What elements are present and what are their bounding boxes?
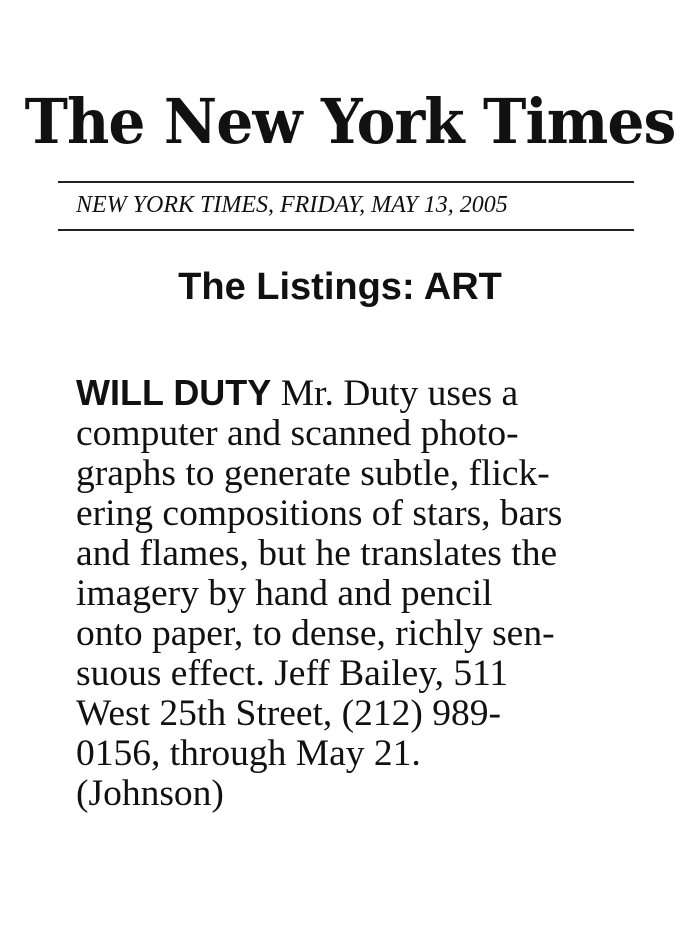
listing-line-text: Mr. Duty uses a	[271, 373, 519, 414]
listing-line: imagery by hand and pencil	[76, 573, 493, 614]
bottom-rule	[58, 229, 634, 231]
dateline: NEW YORK TIMES, FRIDAY, MAY 13, 2005	[76, 192, 508, 218]
listing-line: West 25th Street, (212) 989-	[76, 693, 502, 734]
top-rule	[58, 181, 634, 183]
listing-line: and flames, but he translates the	[76, 533, 558, 574]
listing-line: ering compositions of stars, bars	[76, 493, 563, 534]
listing-line: suous effect. Jeff Bailey, 511	[76, 653, 509, 694]
listing-line: (Johnson)	[76, 773, 224, 814]
artist-name: WILL DUTY	[76, 372, 272, 413]
masthead-logo: The New York Times	[24, 85, 676, 158]
listing-text	[76, 373, 656, 814]
listing-line: 0156, through May 21.	[76, 733, 421, 774]
section-title: The Listings: ART	[178, 266, 502, 308]
listing-line	[76, 373, 656, 414]
listing-line: onto paper, to dense, richly sen-	[76, 613, 555, 654]
listing-line: graphs to generate subtle, flick-	[76, 453, 550, 494]
listing-line: computer and scanned photo-	[76, 413, 519, 454]
